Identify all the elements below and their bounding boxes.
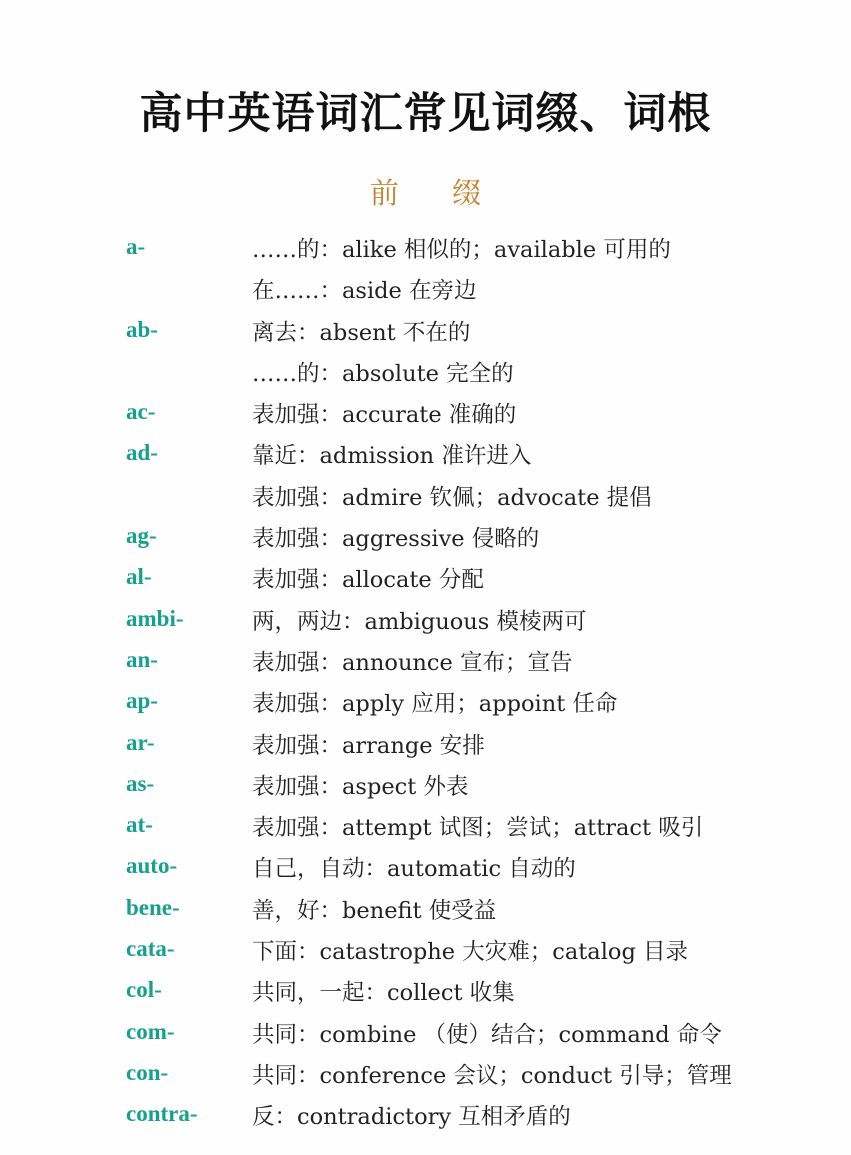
prefix-label: col-	[126, 977, 162, 1003]
prefix-meaning: 表加强：arrange 安排	[252, 732, 485, 759]
list-item	[0, 313, 851, 354]
prefix-meaning: 下面：catastrophe 大灾难；catalog 目录	[252, 939, 688, 966]
prefix-meaning: 表加强：attempt 试图；尝试；attract 吸引	[252, 815, 704, 842]
page-title: 高中英语词汇常见词缀、词根	[139, 89, 712, 139]
list-item	[0, 808, 851, 849]
prefix-label: an-	[126, 646, 158, 672]
prefix-label: al-	[126, 564, 152, 590]
list-item	[0, 1056, 851, 1097]
prefix-meaning: 表加强：aggressive 侵略的	[252, 526, 540, 553]
list-item	[0, 891, 851, 932]
list-item	[0, 354, 851, 395]
list-item	[0, 767, 851, 808]
prefix-meaning: ……的：absolute 完全的	[252, 360, 514, 387]
list-item	[0, 684, 851, 725]
list-item	[0, 849, 851, 890]
prefix-meaning: 自己，自动：automatic 自动的	[252, 856, 576, 883]
prefix-meaning: 表加强：accurate 准确的	[252, 402, 517, 429]
prefix-meaning: 表加强：announce 宣布；宣告	[252, 649, 573, 676]
prefix-meaning: 共同，一起：collect 收集	[252, 980, 515, 1007]
list-item	[0, 973, 851, 1014]
prefix-label: ambi-	[126, 605, 184, 631]
prefix-label: as-	[126, 770, 155, 796]
list-item	[0, 643, 851, 684]
prefix-label: auto-	[126, 853, 178, 879]
section-heading: 前 缀	[369, 176, 504, 210]
prefix-list	[0, 230, 851, 1139]
list-item	[0, 932, 851, 973]
prefix-meaning: 共同：conference 会议；conduct 引导；管理	[252, 1062, 732, 1089]
list-item	[0, 478, 851, 519]
prefix-meaning: 在……：aside 在旁边	[252, 278, 477, 305]
prefix-label: ap-	[126, 688, 158, 714]
prefix-meaning: 离去：absent 不在的	[252, 319, 471, 346]
prefix-meaning: 两，两边：ambiguous 模棱两可	[252, 608, 587, 635]
prefix-label: contra-	[126, 1101, 198, 1127]
list-item	[0, 1015, 851, 1056]
prefix-label: ab-	[126, 316, 158, 342]
prefix-meaning: 表加强：aspect 外表	[252, 773, 469, 800]
prefix-label: con-	[126, 1059, 169, 1085]
prefix-label: a-	[126, 234, 146, 259]
list-item	[0, 1097, 851, 1138]
prefix-label: at-	[126, 812, 153, 838]
prefix-label: ad-	[126, 440, 158, 466]
prefix-meaning: 反：contradictory 互相矛盾的	[252, 1104, 571, 1131]
list-item	[0, 602, 851, 643]
prefix-label: bene-	[126, 894, 180, 920]
list-item	[0, 519, 851, 560]
list-item	[0, 271, 851, 312]
prefix-label: ac-	[126, 399, 156, 425]
prefix-meaning: 善，好：benefit 使受益	[252, 897, 497, 924]
list-item	[0, 230, 851, 271]
prefix-label: ar-	[126, 729, 155, 755]
prefix-meaning: 共同：combine （使）结合；command 命令	[252, 1021, 722, 1048]
prefix-meaning: 表加强：admire 钦佩；advocate 提倡	[252, 484, 652, 511]
prefix-label: ag-	[126, 523, 157, 549]
prefix-meaning: 靠近：admission 准许进入	[252, 443, 532, 470]
prefix-meaning: 表加强：allocate 分配	[252, 567, 484, 594]
prefix-meaning: 表加强：apply 应用；appoint 任命	[252, 691, 618, 718]
list-item	[0, 726, 851, 767]
prefix-meaning: ……的：alike 相似的；available 可用的	[252, 237, 671, 263]
list-item	[0, 560, 851, 601]
list-item	[0, 395, 851, 436]
list-item	[0, 436, 851, 477]
prefix-label: cata-	[126, 936, 175, 962]
prefix-label: com-	[126, 1018, 175, 1044]
